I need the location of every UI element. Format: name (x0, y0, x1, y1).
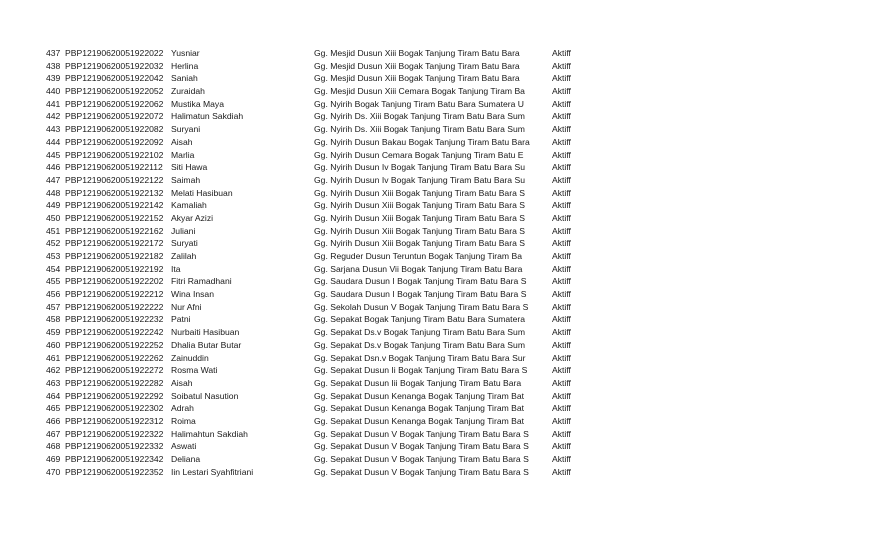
row-number: 457 (46, 301, 61, 312)
recipient-id: PBP12190620051922302 (65, 403, 164, 414)
recipient-id: PBP12190620051922312 (65, 415, 164, 426)
recipient-id: PBP12190620051922112 (65, 162, 163, 173)
recipient-address: Gg. Nyirih Ds. Xiii Bogak Tanjung Tiram Batu Bara Sum (314, 124, 525, 135)
recipient-name: Aisah (171, 377, 193, 388)
row-number: 451 (46, 225, 61, 236)
row-number: 458 (46, 314, 61, 325)
row-number: 452 (46, 238, 61, 249)
recipient-address: Gg. Sepakat Bogak Tanjung Tiram Batu Bara Sumatera (314, 314, 525, 325)
recipient-address: Gg. Sekolah Dusun V Bogak Tanjung Tiram Batu Bara S (314, 301, 529, 312)
row-number: 460 (46, 339, 61, 350)
recipient-name: Yusniar (171, 48, 200, 58)
recipient-name: Roima (171, 415, 196, 426)
row-number: 453 (46, 251, 61, 261)
status-text: Aktiff (552, 415, 571, 426)
recipient-name: Suryani (171, 124, 201, 135)
row-number: 470 (46, 466, 61, 477)
recipient-address: Gg. Mesjid Dusun Xiii Bogak Tanjung Tiram Batu Bara (314, 48, 520, 58)
status-text: Aktiff (552, 390, 571, 401)
recipient-address: Gg. Sepakat Dusun Iii Bogak Tanjung Tiram Batu Bara (314, 377, 522, 388)
recipient-id: PBP12190620051922022 (65, 48, 164, 58)
recipient-id: PBP12190620051922192 (65, 263, 164, 274)
recipient-address: Gg. Nyirih Dusun Cemara Bogak Tanjung Tiram Batu E (314, 149, 524, 160)
recipient-name: Juliani (171, 225, 196, 236)
status-text: Aktiff (552, 111, 571, 122)
recipient-id: PBP12190620051922062 (65, 98, 164, 109)
row-number: 437 (46, 48, 61, 58)
status-text: Aktiff (552, 73, 571, 84)
recipient-name: Halimatun Sakdiah (171, 111, 244, 122)
row-number: 461 (46, 352, 61, 363)
row-number: 462 (46, 365, 61, 376)
recipient-name: Iin Lestari Syahfitriani (171, 466, 254, 477)
recipient-id: PBP12190620051922162 (65, 225, 164, 236)
recipient-id: PBP12190620051922252 (65, 339, 164, 350)
status-text: Aktiff (552, 212, 571, 223)
recipient-name: Akyar Azizi (171, 212, 214, 223)
recipient-name: Zuraidah (171, 86, 205, 97)
recipient-address: Gg. Mesjid Dusun Xiii Bogak Tanjung Tiram Batu Bara (314, 60, 520, 71)
status-text: Aktiff (552, 365, 571, 376)
recipient-address: Gg. Sepakat Ds.v Bogak Tanjung Tiram Batu Bara Sum (314, 327, 525, 338)
row-number: 444 (46, 136, 61, 147)
status-text: Aktiff (552, 403, 571, 414)
status-text: Aktiff (552, 251, 571, 261)
row-number: 469 (46, 454, 61, 464)
recipient-id: PBP12190620051922332 (65, 441, 164, 452)
recipient-name: Halimahtun Sakdiah (171, 428, 248, 439)
recipient-address: Gg. Saudara Dusun I Bogak Tanjung Tiram Batu Bara S (314, 289, 527, 300)
row-number: 446 (46, 162, 61, 173)
row-number: 438 (46, 60, 61, 71)
recipient-id: PBP12190620051922052 (65, 86, 164, 97)
recipient-id: PBP12190620051922152 (65, 212, 164, 223)
recipient-address: Gg. Sepakat Dusun V Bogak Tanjung Tiram Batu Bara S (314, 428, 529, 439)
recipient-id: PBP12190620051922272 (65, 365, 164, 376)
recipient-id: PBP12190620051922092 (65, 136, 164, 147)
status-text: Aktiff (552, 263, 571, 274)
status-text: Aktiff (552, 327, 571, 338)
recipient-address: Gg. Sepakat Dusun Kenanga Bogak Tanjung Tiram Bat (314, 403, 525, 414)
recipient-id: PBP12190620051922172 (65, 238, 164, 249)
row-number: 443 (46, 124, 61, 135)
recipient-address: Gg. Nyirih Dusun Xiii Bogak Tanjung Tiram Batu Bara S (314, 225, 525, 236)
status-text: Aktiff (552, 149, 571, 160)
row-number: 449 (46, 200, 61, 211)
recipient-id: PBP12190620051922282 (65, 377, 164, 388)
recipient-address: Gg. Sepakat Dusun V Bogak Tanjung Tiram Batu Bara S (314, 454, 529, 464)
recipient-name: Kamaliah (171, 200, 207, 211)
row-number: 454 (46, 263, 61, 274)
recipient-id: PBP12190620051922212 (65, 289, 164, 300)
status-text: Aktiff (552, 60, 571, 71)
status-text: Aktiff (552, 238, 571, 249)
recipient-name: Deliana (171, 454, 201, 464)
recipient-address: Gg. Saudara Dusun I Bogak Tanjung Tiram Batu Bara S (314, 276, 527, 287)
recipient-id: PBP12190620051922242 (65, 327, 164, 338)
status-text: Aktiff (552, 276, 571, 287)
status-text: Aktiff (552, 98, 571, 109)
status-text: Aktiff (552, 187, 571, 198)
row-number: 445 (46, 149, 61, 160)
recipient-name: Aswati (171, 441, 197, 452)
recipient-name: Ita (171, 263, 181, 274)
row-number: 450 (46, 212, 61, 223)
status-text: Aktiff (552, 454, 571, 464)
row-number: 464 (46, 390, 61, 401)
status-text: Aktiff (552, 200, 571, 211)
status-text: Aktiff (552, 136, 571, 147)
recipient-id: PBP12190620051922202 (65, 276, 164, 287)
row-number: 455 (46, 276, 61, 287)
recipient-address: Gg. Nyirih Ds. Xiii Bogak Tanjung Tiram Batu Bara Sum (314, 111, 525, 122)
status-text: Aktiff (552, 441, 571, 452)
row-number: 468 (46, 441, 61, 452)
recipient-address: Gg. Nyirih Dusun Bakau Bogak Tanjung Tiram Batu Bara (314, 136, 530, 147)
status-text: Aktiff (552, 48, 571, 58)
status-text: Aktiff (552, 428, 571, 439)
recipient-address: Gg. Sepakat Dusun Kenanga Bogak Tanjung Tiram Bat (314, 390, 525, 401)
recipient-address: Gg. Nyirih Dusun Xiii Bogak Tanjung Tiram Batu Bara S (314, 212, 525, 223)
row-number: 441 (46, 98, 61, 109)
recipient-address: Gg. Mesjid Dusun Xiii Cemara Bogak Tanjung Tiram Ba (314, 86, 525, 97)
row-number: 463 (46, 377, 61, 388)
status-text: Aktiff (552, 314, 571, 325)
recipient-name: Nurbaiti Hasibuan (171, 327, 240, 338)
status-text: Aktiff (552, 225, 571, 236)
row-number: 440 (46, 86, 61, 97)
status-text: Aktiff (552, 301, 571, 312)
recipient-name: Aisah (171, 136, 193, 147)
recipient-address: Gg. Sepakat Dsn.v Bogak Tanjung Tiram Batu Bara Sur (314, 352, 526, 363)
recipient-name: Zainuddin (171, 352, 209, 363)
status-text: Aktiff (552, 162, 571, 173)
recipient-id: PBP12190620051922082 (65, 124, 164, 135)
recipient-id: PBP12190620051922122 (65, 174, 164, 185)
recipient-name: Herlina (171, 60, 199, 71)
recipient-address: Gg. Nyirih Dusun Xiii Bogak Tanjung Tiram Batu Bara S (314, 187, 525, 198)
recipient-address: Gg. Sarjana Dusun Vii Bogak Tanjung Tiram Batu Bara (314, 263, 523, 274)
recipient-name: Mustika Maya (171, 98, 225, 109)
recipient-address: Gg. Nyirih Dusun Xiii Bogak Tanjung Tiram Batu Bara S (314, 200, 525, 211)
recipient-address: Gg. Sepakat Dusun Kenanga Bogak Tanjung Tiram Bat (314, 415, 525, 426)
recipient-name: Zalilah (171, 251, 197, 261)
recipient-id: PBP12190620051922342 (65, 454, 164, 464)
recipient-id: PBP12190620051922262 (65, 352, 164, 363)
recipient-name: Marlia (171, 149, 195, 160)
status-text: Aktiff (552, 86, 571, 97)
recipient-address: Gg. Mesjid Dusun Xiii Bogak Tanjung Tiram Batu Bara (314, 73, 520, 84)
recipient-id: PBP12190620051922292 (65, 390, 164, 401)
row-number: 448 (46, 187, 61, 198)
recipient-name: Saniah (171, 73, 198, 84)
recipient-id: PBP12190620051922182 (65, 251, 164, 261)
row-number: 439 (46, 73, 61, 84)
recipient-address: Gg. Sepakat Ds.v Bogak Tanjung Tiram Batu Bara Sum (314, 339, 525, 350)
recipient-address: Gg. Nyirih Dusun Iv Bogak Tanjung Tiram Batu Bara Su (314, 162, 525, 173)
recipient-address: Gg. Nyirih Dusun Iv Bogak Tanjung Tiram Batu Bara Su (314, 174, 525, 185)
status-text: Aktiff (552, 289, 571, 300)
recipient-name: Dhalia Butar Butar (171, 339, 242, 350)
recipient-address: Gg. Reguder Dusun Teruntun Bogak Tanjung Tiram Ba (314, 251, 522, 261)
recipient-id: PBP12190620051922322 (65, 428, 164, 439)
row-number: 465 (46, 403, 61, 414)
recipient-name: Nur Afni (171, 301, 202, 312)
recipient-id: PBP12190620051922352 (65, 466, 164, 477)
status-text: Aktiff (552, 174, 571, 185)
row-number: 467 (46, 428, 61, 439)
recipient-name: Suryati (171, 238, 198, 249)
recipient-address: Gg. Sepakat Dusun V Bogak Tanjung Tiram Batu Bara S (314, 466, 529, 477)
recipient-name: Rosma Wati (171, 365, 218, 376)
recipient-address: Gg. Sepakat Dusun V Bogak Tanjung Tiram Batu Bara S (314, 441, 529, 452)
recipient-id: PBP12190620051922232 (65, 314, 164, 325)
recipient-id: PBP12190620051922132 (65, 187, 164, 198)
row-number: 466 (46, 415, 61, 426)
recipient-name: Saimah (171, 174, 201, 185)
recipient-address: Gg. Nyirih Dusun Xiii Bogak Tanjung Tiram Batu Bara S (314, 238, 525, 249)
recipient-name: Siti Hawa (171, 162, 208, 173)
status-text: Aktiff (552, 339, 571, 350)
recipient-id: PBP12190620051922042 (65, 73, 164, 84)
recipient-name: Patni (171, 314, 191, 325)
status-text: Aktiff (552, 377, 571, 388)
recipient-name: Fitri Ramadhani (171, 276, 232, 287)
recipient-name: Wina Insan (171, 289, 214, 300)
row-number: 447 (46, 174, 61, 185)
recipient-name: Adrah (171, 403, 194, 414)
recipient-name: Melati Hasibuan (171, 187, 233, 198)
row-number: 442 (46, 111, 61, 122)
recipient-id: PBP12190620051922072 (65, 111, 164, 122)
recipient-id: PBP12190620051922032 (65, 60, 164, 71)
recipient-name: Soibatul Nasution (171, 390, 239, 401)
recipient-id: PBP12190620051922142 (65, 200, 164, 211)
recipient-address: Gg. Sepakat Dusun Ii Bogak Tanjung Tiram Batu Bara S (314, 365, 528, 376)
recipient-address: Gg. Nyirih Bogak Tanjung Tiram Batu Bara Sumatera U (314, 98, 525, 109)
recipient-id: PBP12190620051922102 (65, 149, 164, 160)
status-text: Aktiff (552, 466, 571, 477)
row-number: 456 (46, 289, 61, 300)
row-number: 459 (46, 327, 61, 338)
status-text: Aktiff (552, 124, 571, 135)
recipient-id: PBP12190620051922222 (65, 301, 164, 312)
status-text: Aktiff (552, 352, 571, 363)
